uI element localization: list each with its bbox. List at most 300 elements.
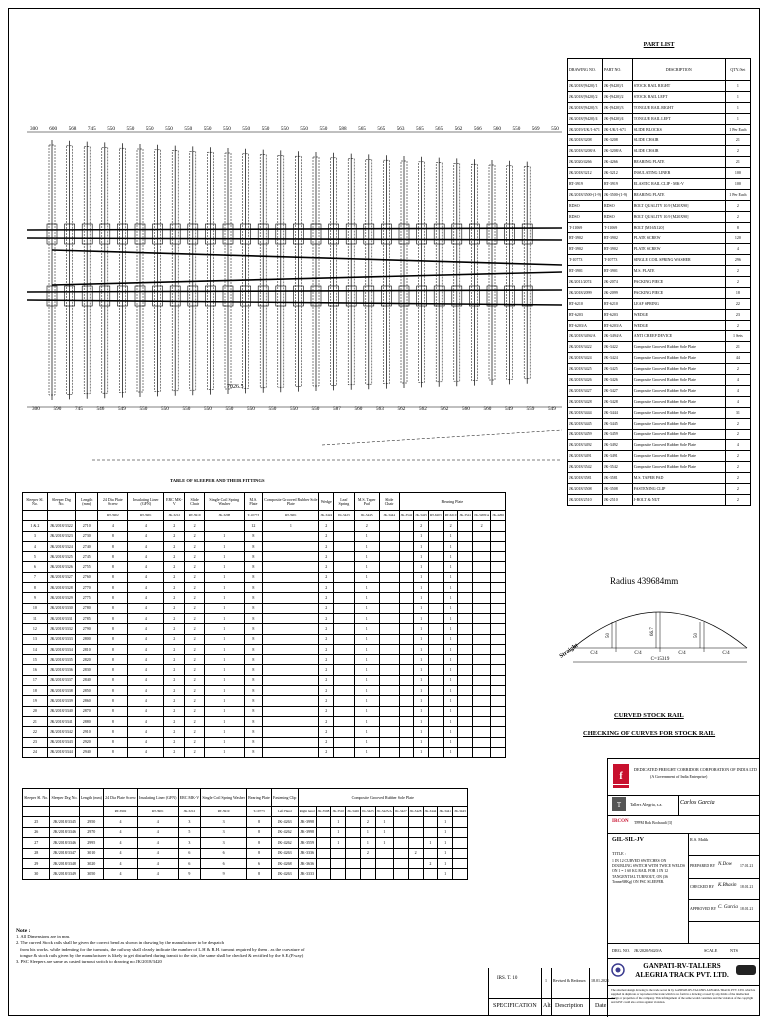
table-cell: JK/2018/3349 xyxy=(50,869,79,879)
table-cell xyxy=(399,613,414,623)
part-list-row xyxy=(568,483,751,494)
table-row xyxy=(23,531,506,541)
table-row xyxy=(23,603,506,613)
table-subheader: JK-3424 xyxy=(319,511,334,521)
table-cell xyxy=(399,572,414,582)
part-list-cell: JK-3445 xyxy=(603,418,633,429)
table-cell: 2 xyxy=(164,531,185,541)
prepared-name: N.Dow xyxy=(718,862,733,867)
table-row xyxy=(23,624,506,634)
part-list-cell: 2 xyxy=(725,473,750,484)
approved-name: C. Garcia xyxy=(718,905,738,910)
table-cell: 2 xyxy=(319,706,334,716)
table-cell xyxy=(334,686,355,696)
part-list-cell: WEDGE xyxy=(632,320,725,331)
table-cell: 1 xyxy=(205,603,244,613)
table-cell: 2 xyxy=(319,727,334,737)
table-subheader: JK-3212 xyxy=(178,807,201,817)
table-cell: 8 xyxy=(98,706,128,716)
part-list-cell: JK/2018/3208 xyxy=(568,135,603,146)
notes xyxy=(16,928,486,965)
top-dim-label: 550 xyxy=(512,126,521,132)
table-cell xyxy=(263,727,319,737)
bottom-dim-label: 550 xyxy=(225,406,234,412)
svg-text:T: T xyxy=(616,801,622,809)
table-cell: 1 xyxy=(205,624,244,634)
table-cell: JK/2018/3347 xyxy=(50,848,79,858)
table-cell xyxy=(428,552,443,562)
top-dim-label: 565 xyxy=(358,126,366,132)
ganpati-logo xyxy=(611,962,625,978)
table-cell: 1 xyxy=(360,827,375,837)
part-list-cell: Composite Grooved Rubber Sole Plate xyxy=(632,429,725,440)
part-list-cell: RT-6203/A xyxy=(603,320,633,331)
table-header: Length (mm) xyxy=(76,493,98,511)
table-cell: 2 xyxy=(185,737,205,747)
date-label: Date xyxy=(595,1003,607,1009)
table-cell xyxy=(334,603,355,613)
bottom-dim-label: 550 xyxy=(204,406,212,412)
table-cell: 6 xyxy=(178,848,201,858)
part-list-row xyxy=(568,113,751,124)
table-cell: 2910 xyxy=(76,727,98,737)
table-cell xyxy=(334,655,355,665)
table-cell: JK/2018/3342 xyxy=(47,727,75,737)
table-cell: 8 xyxy=(244,552,263,562)
table-cell: JK-4263 xyxy=(271,869,298,879)
table-cell: 1 xyxy=(354,665,379,675)
table-cell xyxy=(334,644,355,654)
part-list-cell: JK/2018/3444 xyxy=(568,407,603,418)
table-cell: 4 xyxy=(128,686,164,696)
table-cell: 12 xyxy=(244,521,263,531)
table-cell: 2800 xyxy=(76,634,98,644)
part-list-cell: M.S. TAPER PAD xyxy=(632,473,725,484)
table-cell xyxy=(399,686,414,696)
table-cell: 1 xyxy=(443,747,458,757)
table-cell: 8 xyxy=(244,675,263,685)
table-cell xyxy=(379,541,399,551)
sleeper-table xyxy=(22,492,506,758)
table-cell xyxy=(491,716,506,726)
table-cell xyxy=(263,531,319,541)
part-list-row xyxy=(568,364,751,375)
part-list-cell: 1 Sets xyxy=(725,331,750,342)
table-cell: 1 xyxy=(205,696,244,706)
table-cell: 23 xyxy=(23,737,48,747)
part-list-cell: JK/2018/3426 xyxy=(568,375,603,386)
part-list-cell: 22 xyxy=(725,298,750,309)
table-cell xyxy=(491,562,506,572)
table-cell: 4 xyxy=(128,552,164,562)
top-dim-label: 588 xyxy=(338,126,347,132)
table-header: ERC MK-V xyxy=(178,789,201,807)
table-cell xyxy=(379,675,399,685)
table-cell: 8 xyxy=(247,817,272,827)
table-header: Insulating Liner (GFN) xyxy=(128,493,164,511)
top-dim-label: 550 xyxy=(184,126,193,132)
spec-label: SPECIFICATION xyxy=(493,1003,537,1009)
table-cell: JK/2018/3337 xyxy=(47,675,75,685)
part-list-cell: JK-[9420]/2 xyxy=(603,91,633,102)
table-cell xyxy=(458,696,473,706)
table-cell xyxy=(473,541,491,551)
bottom-dim-label: 550 xyxy=(161,406,169,412)
part-list-cell: Composite Grooved Rubber Sole Plate xyxy=(632,407,725,418)
sleeper-table-2 xyxy=(22,788,468,880)
table-cell: 8 xyxy=(247,848,272,858)
part-list-cell: STOCK RAIL LEFT xyxy=(632,91,725,102)
part-list-row xyxy=(568,451,751,462)
table-cell: 4 xyxy=(23,541,48,551)
table-cell xyxy=(399,603,414,613)
part-list-cell: RT-6203 xyxy=(603,309,633,320)
table-cell: 2 xyxy=(319,593,334,603)
part-list-row xyxy=(568,157,751,168)
part-list-cell: JK/2020/4266 xyxy=(568,157,603,168)
table-cell xyxy=(428,521,443,531)
table-cell xyxy=(491,747,506,757)
bottom-dim-label: 549 xyxy=(505,406,513,412)
table-subheader: RT-3901 xyxy=(137,807,178,817)
table-cell: 1 xyxy=(443,716,458,726)
table-subheader: JK-3445 xyxy=(354,511,379,521)
part-list-cell: 100 xyxy=(725,168,750,179)
table-cell xyxy=(428,716,443,726)
top-dim-label: 550 xyxy=(203,126,212,132)
table-cell: 8 xyxy=(98,603,128,613)
table-cell xyxy=(379,572,399,582)
jv-name: GIL-SIL-JV xyxy=(612,837,645,843)
table-cell: 1 xyxy=(414,593,429,603)
part-list-cell: Composite Grooved Rubber Sole Plate xyxy=(632,418,725,429)
table-cell: 8 xyxy=(244,634,263,644)
table-cell xyxy=(331,848,346,858)
table-cell: 8 xyxy=(247,827,272,837)
table-cell xyxy=(205,521,244,531)
table-cell: 2 xyxy=(164,716,185,726)
table-cell xyxy=(399,552,414,562)
table-cell: 2 xyxy=(185,727,205,737)
table-cell: 19 xyxy=(23,696,48,706)
table-cell xyxy=(346,858,361,868)
part-list-cell: T-10773 xyxy=(603,255,633,266)
part-list-cell: JK/2018/3491 xyxy=(568,451,603,462)
ordinate-value: 50 xyxy=(606,633,611,638)
rail-line xyxy=(27,300,562,305)
table-cell: 24 xyxy=(23,747,48,757)
part-list-rows xyxy=(568,81,751,506)
table-cell: 8 xyxy=(244,686,263,696)
table-cell xyxy=(428,531,443,541)
table-cell: JK/2018/3330 xyxy=(47,603,75,613)
part-list-cell: JK-3422 xyxy=(603,342,633,353)
table-cell xyxy=(473,572,491,582)
part-list-cell: Composite Grooved Rubber Sole Plate xyxy=(632,364,725,375)
part-list-cell: JK-4266 xyxy=(603,157,633,168)
table-cell xyxy=(423,817,438,827)
table-cell xyxy=(491,665,506,675)
table-cell: JK/2018/3344 xyxy=(47,747,75,757)
table-cell: 2860 xyxy=(76,696,98,706)
table-cell xyxy=(491,541,506,551)
table-cell: 8 xyxy=(98,696,128,706)
table-cell xyxy=(379,696,399,706)
table-cell: 4 xyxy=(128,562,164,572)
part-list-cell: 8 xyxy=(725,222,750,233)
table-cell xyxy=(334,521,355,531)
table-cell xyxy=(458,552,473,562)
table-cell xyxy=(428,593,443,603)
part-list-cell: RT-6203/A xyxy=(568,320,603,331)
table-cell: 2770 xyxy=(76,583,98,593)
part-list-cell: JK/2018/[9420]/3 xyxy=(568,102,603,113)
table-cell: 1 xyxy=(205,583,244,593)
part-list-row xyxy=(568,102,751,113)
table-header: Single Coil Spring Washer xyxy=(201,789,247,807)
part-list-cell: RDSO xyxy=(603,211,633,222)
part-list-cell: 21 xyxy=(725,135,750,146)
table-cell: JK/2018/3328 xyxy=(47,583,75,593)
part-list-row xyxy=(568,287,751,298)
drg-no: JK/2020/9420/A xyxy=(634,948,662,953)
table-cell xyxy=(428,737,443,747)
top-dim-label: 550 xyxy=(261,126,270,132)
table-cell: 8 xyxy=(98,675,128,685)
table-cell: 3 xyxy=(23,531,48,541)
part-list-cell: 4 xyxy=(725,440,750,451)
approved-by-label: APPROVED BY xyxy=(690,907,717,911)
table-cell: 1 xyxy=(205,552,244,562)
part-list-cell: 21 xyxy=(725,157,750,168)
table-cell xyxy=(334,675,355,685)
bottom-dim-label: 590 xyxy=(53,406,62,412)
table-cell: JK/2018/3343 xyxy=(47,737,75,747)
part-list-cell: JK/2018/3208/A xyxy=(568,146,603,157)
part-list-cell: 18 xyxy=(725,287,750,298)
part-list-cell: JK-[9420]/4 xyxy=(603,113,633,124)
table-cell xyxy=(379,613,399,623)
table-cell xyxy=(453,827,468,837)
table-cell: 8 xyxy=(98,572,128,582)
bottom-dim-label: 587 xyxy=(333,406,341,412)
table-cell: 8 xyxy=(244,603,263,613)
table-cell xyxy=(458,686,473,696)
table-cell xyxy=(408,827,423,837)
table-cell: 4 xyxy=(137,838,178,848)
table-cell: 2 xyxy=(443,521,458,531)
table-cell: 1 xyxy=(205,572,244,582)
table-cell: 26 xyxy=(23,827,50,837)
table-cell xyxy=(334,737,355,747)
table-subheader: JK-3427 xyxy=(393,807,408,817)
table-cell: 2 xyxy=(185,716,205,726)
part-list-cell: JK-3491 xyxy=(603,451,633,462)
table-cell xyxy=(399,593,414,603)
part-list-cell: 1 xyxy=(725,113,750,124)
table-cell: 2 xyxy=(164,706,185,716)
table-cell: 6 xyxy=(201,848,247,858)
table-cell: JK/2018/3324 xyxy=(47,541,75,551)
table-cell: 2 xyxy=(473,521,491,531)
part-list-row xyxy=(568,179,751,190)
table-cell xyxy=(491,603,506,613)
part-list-cell: 4 xyxy=(725,385,750,396)
table-header: 24 Dia Plate Screw xyxy=(98,493,128,511)
note-item: 3. PSC Sleepers are same as casted turnout switch to drawing no JK/2018/3420 xyxy=(16,959,162,965)
part-list-cell: JK/2018/3427 xyxy=(568,385,603,396)
table-cell: 1 xyxy=(443,572,458,582)
table-cell: 2 xyxy=(164,675,185,685)
table-cell: 1 xyxy=(354,593,379,603)
table-cell xyxy=(375,848,393,858)
table-cell xyxy=(331,858,346,868)
table-cell: 1 xyxy=(205,541,244,551)
table-cell xyxy=(473,737,491,747)
table-cell: 1 xyxy=(443,541,458,551)
table-row xyxy=(23,858,468,868)
table-cell xyxy=(334,541,355,551)
table-cell xyxy=(263,613,319,623)
table-cell: 1 xyxy=(443,665,458,675)
table-cell: 8 xyxy=(98,634,128,644)
part-list-row xyxy=(568,277,751,288)
revision-date: 18.01.2021 xyxy=(591,978,609,983)
part-list-cell: 2 xyxy=(725,429,750,440)
part-list-row xyxy=(568,189,751,200)
table-cell xyxy=(428,541,443,551)
table-cell: 2 xyxy=(164,727,185,737)
part-list-cell: PLATE SCREW xyxy=(632,233,725,244)
table-cell xyxy=(263,675,319,685)
part-list-cell: RT-6210 xyxy=(603,298,633,309)
table-cell: 8 xyxy=(244,613,263,623)
table-row xyxy=(23,869,468,879)
table-cell xyxy=(399,737,414,747)
table-cell: 8 xyxy=(244,727,263,737)
table-cell: JK/2018/3329 xyxy=(47,593,75,603)
part-list-cell: JK-2074 xyxy=(603,277,633,288)
table-cell xyxy=(316,827,331,837)
table-cell xyxy=(428,655,443,665)
scale-value: NTS xyxy=(730,948,738,953)
table-cell xyxy=(458,644,473,654)
part-list-cell: JK-3212 xyxy=(603,168,633,179)
table-cell: 1 xyxy=(414,716,429,726)
quarter-label: C/4 xyxy=(722,651,730,656)
table-cell: 1 xyxy=(443,603,458,613)
table-cell: 9 xyxy=(178,869,201,879)
part-list-cell: RDSO xyxy=(568,200,603,211)
table-cell: 8 xyxy=(244,541,263,551)
part-list-cell: PACKING PIECE xyxy=(632,287,725,298)
top-dim-label: 560 xyxy=(493,126,501,132)
table-cell: 1 xyxy=(414,603,429,613)
table-cell: 1 xyxy=(205,655,244,665)
table-cell: 2 xyxy=(185,583,205,593)
table-cell: JK/2018/3323 xyxy=(47,531,75,541)
table-cell: 2 xyxy=(164,572,185,582)
table-subheader: JK-3443 xyxy=(453,807,468,817)
part-list-cell: JK/2018/2099 xyxy=(568,287,603,298)
table-cell: 4 xyxy=(137,869,178,879)
part-list-header: QTY./Set xyxy=(725,59,750,81)
part-list-cell: 2 xyxy=(725,483,750,494)
plan-geometry xyxy=(27,126,562,460)
part-list-cell: RT-3919 xyxy=(568,179,603,190)
table-cell: 1 xyxy=(354,552,379,562)
table-subheader: RT-3902 xyxy=(103,807,137,817)
table-cell: 1 xyxy=(443,634,458,644)
table-cell: 1 xyxy=(414,706,429,716)
table-cell xyxy=(491,686,506,696)
part-list-cell: 100 xyxy=(725,179,750,190)
table-cell: 2840 xyxy=(76,675,98,685)
part-list-cell: T-10773 xyxy=(568,255,603,266)
part-list-cell: SLIDE CHAIR xyxy=(632,135,725,146)
revision-block xyxy=(488,968,615,1016)
part-list-row xyxy=(568,222,751,233)
table-cell: 1 xyxy=(205,675,244,685)
table-cell: 1 xyxy=(443,552,458,562)
table-cell: 2 xyxy=(185,593,205,603)
table-cell: 2995 xyxy=(79,838,103,848)
table-cell: 8 xyxy=(244,665,263,675)
part-list-cell: 1 xyxy=(725,81,750,92)
table-cell xyxy=(491,624,506,634)
table-cell: 7 xyxy=(23,572,48,582)
table-cell: 4 xyxy=(103,848,137,858)
part-list-cell: RT-3901 xyxy=(568,266,603,277)
dfccil-logo xyxy=(612,763,630,789)
table-cell xyxy=(491,583,506,593)
table-cell: 2730 xyxy=(76,531,98,541)
table-cell xyxy=(473,562,491,572)
part-list-cell: JK/2018/[9420]/1 xyxy=(568,81,603,92)
table-cell xyxy=(491,521,506,531)
table-cell: JK-4263 xyxy=(271,848,298,858)
table-subheader: JK-3426 xyxy=(346,807,361,817)
table-cell: 1 xyxy=(331,838,346,848)
table-cell: 27 xyxy=(23,838,50,848)
part-list-cell: SLIDE CHAIR xyxy=(632,146,725,157)
table-cell: 2 xyxy=(164,541,185,551)
checked-date: 18.01.21 xyxy=(740,885,754,889)
table-cell: 15 xyxy=(23,655,48,665)
part-list-header: PART NO. xyxy=(603,59,633,81)
table-cell: 16 xyxy=(23,665,48,675)
table-cell xyxy=(428,572,443,582)
table-cell: 4 xyxy=(128,572,164,582)
table-cell: 5 xyxy=(23,552,48,562)
part-list-cell: BOLT [M16X120] xyxy=(632,222,725,233)
table-cell xyxy=(458,593,473,603)
part-list-cell: RDSO xyxy=(568,211,603,222)
part-list-cell: 31 xyxy=(725,407,750,418)
tallers-logo xyxy=(612,797,626,811)
part-list-cell: Composite Grooved Rubber Sole Plate xyxy=(632,342,725,353)
table-cell xyxy=(379,624,399,634)
table-cell: JK-4263 xyxy=(271,817,298,827)
table-cell xyxy=(334,716,355,726)
table-cell: 1 xyxy=(354,727,379,737)
table-cell: 30 xyxy=(23,869,50,879)
table-cell: 4 xyxy=(137,817,178,827)
table-cell: 2 xyxy=(319,552,334,562)
part-list-cell: JK/2018/3422 xyxy=(568,342,603,353)
part-list-cell: JK/2018/3542 xyxy=(568,462,603,473)
table-cell: 1 xyxy=(438,869,453,879)
